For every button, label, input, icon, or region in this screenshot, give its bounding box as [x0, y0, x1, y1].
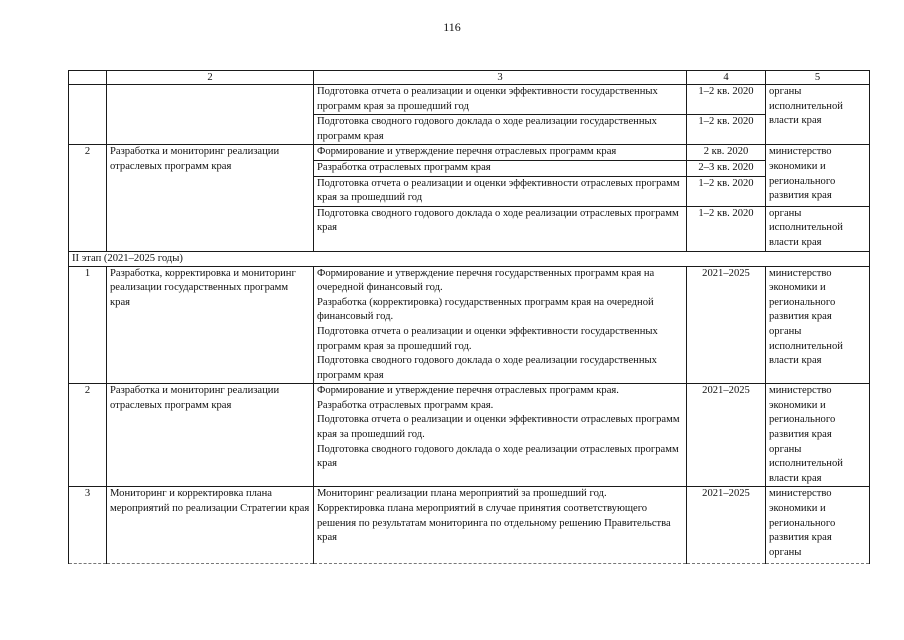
activity-line: Подготовка сводного годового доклада о ходе реализации государственных программ края	[317, 355, 657, 381]
event-cell: Разработка и мониторинг реализации отраслевых программ края	[107, 145, 314, 251]
date-cell: 2–3 кв. 2020	[687, 160, 766, 176]
table-header-row	[69, 71, 870, 85]
row-number-cell: 2	[69, 145, 107, 251]
activity-cell	[314, 487, 687, 564]
date-cell: 1–2 кв. 2020	[687, 115, 766, 145]
date-cell: 2 кв. 2020	[687, 145, 766, 161]
activity-line: Разработка отраслевых программ края.	[317, 399, 494, 411]
activity-cell: Разработка отраслевых программ края	[314, 160, 687, 176]
activity-line: Подготовка сводного годового доклада о ходе реализации отраслевых программ края	[317, 443, 679, 470]
responsible-cell: министерство экономики и регионального развития края органы	[766, 487, 870, 564]
row-number-cell: 2	[69, 384, 107, 487]
stage-heading-row	[69, 251, 870, 266]
responsible-cell: министерство экономики и регионального развития края	[766, 145, 870, 206]
activity-line: Корректировка плана мероприятий в случае принятия соответствующего решения по результатам мониторинга по отдельному решению Правительства края	[317, 503, 671, 544]
event-cell: Разработка, корректировка и мониторинг реализации государственных программ края	[107, 266, 314, 384]
date-cell: 2021–2025	[687, 266, 766, 384]
page-number: 116	[443, 20, 461, 34]
table-row	[69, 145, 870, 161]
table-row	[69, 384, 870, 487]
responsible-cell: министерство экономики и регионального развития края органы исполнительной власти края	[766, 384, 870, 487]
event-cell: Мониторинг и корректировка плана мероприятий по реализации Стратегии края	[107, 487, 314, 564]
activity-line: Разработка (корректировка) государственных программ края на очередной финансовый год.	[317, 296, 654, 323]
activity-cell: Подготовка отчета о реализации и оценки эффективности отраслевых программ края за прошедший год	[314, 176, 687, 206]
activity-cell: Формирование и утверждение перечня отраслевых программ края	[314, 145, 687, 161]
activity-cell: Подготовка отчета о реализации и оценки эффективности государственных программ края за прошедший год	[314, 85, 687, 115]
activity-cell: Подготовка сводного годового доклада о ходе реализации государственных программ края	[314, 115, 687, 145]
responsible-cell: органы исполнительной власти края	[766, 206, 870, 251]
activity-line: Подготовка отчета о реализации и оценки эффективности государственных программ края за прошедший год.	[317, 325, 658, 352]
activity-line: Мониторинг реализации плана мероприятий за прошедший год.	[317, 488, 607, 500]
date-cell: 1–2 кв. 2020	[687, 206, 766, 251]
plan-table	[68, 70, 870, 564]
date-cell: 1–2 кв. 2020	[687, 176, 766, 206]
row-number-cell: 1	[69, 266, 107, 384]
table-row	[69, 85, 870, 115]
table-row	[69, 266, 870, 384]
stage-heading: II этап (2021–2025 годы)	[69, 251, 870, 266]
activity-cell: Подготовка сводного годового доклада о ходе реализации отраслевых программ края	[314, 206, 687, 251]
responsible-cell: министерство экономики и регионального развития края органы исполнительной власти края	[766, 266, 870, 384]
header-col-5: 5	[766, 71, 870, 85]
activity-line: Формирование и утверждение перечня отраслевых программ края.	[317, 385, 619, 397]
responsible-cell: органы исполнительной власти края	[766, 85, 870, 145]
event-cell	[107, 85, 314, 145]
activity-line: Формирование и утверждение перечня государственных программ края на очередной финансовый год.	[317, 267, 655, 294]
header-col-3: 3	[314, 71, 687, 85]
date-cell: 2021–2025	[687, 384, 766, 487]
event-cell: Разработка и мониторинг реализации отраслевых программ края	[107, 384, 314, 487]
row-number-cell	[69, 85, 107, 145]
activity-cell	[314, 384, 687, 487]
header-col-2: 2	[107, 71, 314, 85]
activity-cell	[314, 266, 687, 384]
header-col-4: 4	[687, 71, 766, 85]
date-cell: 1–2 кв. 2020	[687, 85, 766, 115]
header-col-1	[69, 71, 107, 85]
table-row	[69, 487, 870, 564]
row-number-cell: 3	[69, 487, 107, 564]
activity-line: Подготовка отчета о реализации и оценки эффективности отраслевых программ края за прошедший год.	[317, 414, 680, 441]
date-cell: 2021–2025	[687, 487, 766, 564]
